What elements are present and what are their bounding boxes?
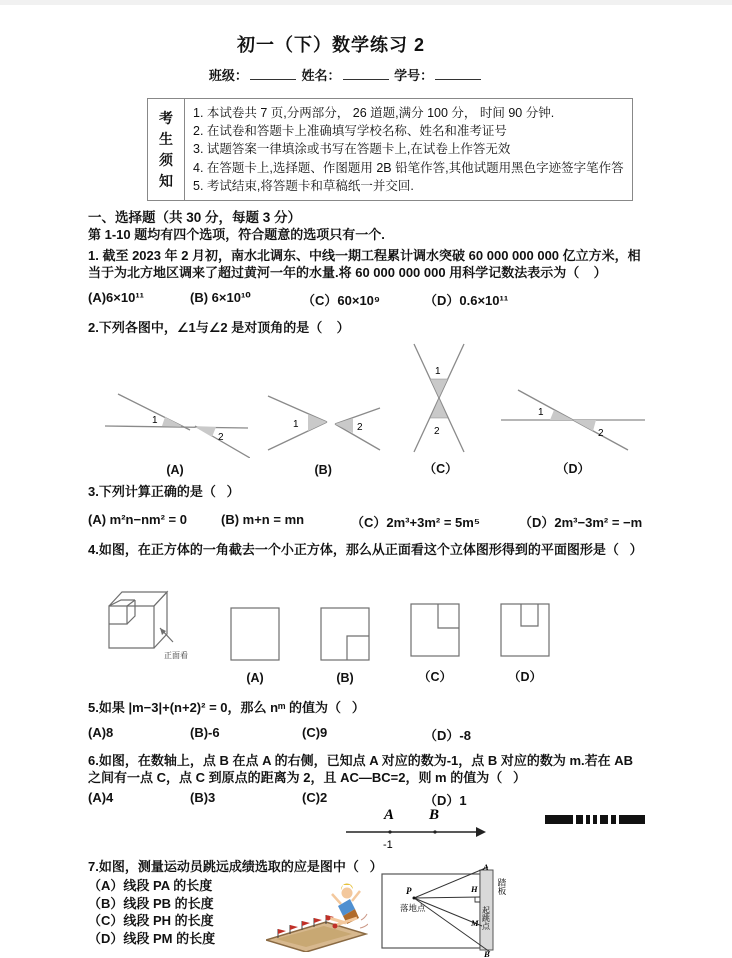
- point-b-label: B: [484, 949, 490, 958]
- option-c: (C)2: [302, 790, 328, 806]
- option-b: (B)3: [190, 790, 216, 806]
- front-view-label: 正面看: [164, 651, 188, 661]
- cutoff-watermark: [545, 815, 655, 824]
- square-figure-b: [315, 604, 375, 666]
- question-2-figures: [100, 342, 648, 477]
- option-a: (A)6×10¹¹: [88, 290, 144, 306]
- id-blank: [435, 66, 481, 80]
- right-angle-icon: [475, 897, 480, 902]
- figure-label: (B): [336, 671, 354, 686]
- point-h-label: H: [471, 884, 478, 895]
- angle-1-label: 1: [538, 407, 544, 419]
- section-note: 第 1-10 题均有四个选项，符合题意的选项只有一个.: [88, 227, 385, 243]
- option-c: （C）线段 PH 的长度: [88, 913, 214, 929]
- student-info-line: [0, 65, 692, 84]
- q2-figure-a: [100, 382, 250, 477]
- question-7-options: [88, 877, 648, 947]
- figure-label: (A): [166, 463, 184, 478]
- exam-content: [88, 209, 648, 956]
- question-1-options: [88, 290, 648, 309]
- notice-side-char: 知: [159, 173, 173, 190]
- angle-figure-c: [406, 342, 476, 454]
- figure-label: （C）: [417, 670, 453, 685]
- notice-side-char: 考: [159, 109, 173, 126]
- angle-1-label: 1: [434, 366, 441, 378]
- option-a: (A) m²n−nm² = 0: [88, 512, 187, 528]
- option-b: (B)-6: [190, 725, 220, 741]
- q4-option-a: [224, 604, 286, 685]
- q4-option-c: [404, 600, 466, 685]
- question-4-figures: [92, 578, 648, 685]
- option-d: （D）2m³−3m² = −m: [519, 515, 643, 531]
- board-label: 踏板: [497, 878, 507, 896]
- takeoff-point-label: 起跳点: [481, 906, 491, 931]
- jumper-figure: [326, 883, 369, 928]
- figure-label: （D）: [507, 670, 543, 685]
- jump-measure-diagram: [378, 864, 528, 958]
- option-a: (A)8: [88, 725, 114, 741]
- square-figure-d: [495, 600, 555, 662]
- exam-page: [0, 5, 732, 958]
- notice-side-char: 生: [159, 130, 173, 147]
- class-label: 班级：: [208, 68, 248, 83]
- landing-point-label: 落地点: [400, 903, 426, 914]
- notice-item: 3. 试题答案一律填涂或书写在答题卡上,在试卷上作答无效: [193, 142, 511, 157]
- question-6-text: 6.如图，在数轴上，点 B 在点 A 的右侧，已知点 A 对应的数为-1，点 B 对应的数为 m.若在 AB 之间有一点 C，点 C 到原点的距离为 2，且 AC—BC=2，则 m 的值为（ ）: [88, 753, 634, 786]
- question-5-options: [88, 725, 648, 744]
- angle-2-label: 2: [218, 432, 224, 444]
- square-figure-a: [225, 604, 285, 666]
- option-a: (A)4: [88, 790, 114, 806]
- name-blank: [343, 66, 389, 80]
- option-d: （D）1: [424, 793, 467, 809]
- option-b: （B）线段 PB 的长度: [88, 895, 214, 911]
- point-m-label: M: [471, 918, 479, 929]
- notice-side-char: 须: [159, 152, 173, 169]
- notice-side-label: [148, 99, 185, 200]
- angle-figure-b: [263, 382, 383, 458]
- option-b: (B) 6×10¹⁰: [190, 290, 251, 306]
- option-d: （D）线段 PM 的长度: [88, 930, 216, 946]
- square-figure-c: [405, 600, 465, 662]
- option-d: （D）-8: [424, 728, 471, 744]
- q4-option-d: [494, 600, 556, 685]
- question-5-text: 5.如果 |m−3|+(n+2)² = 0，那么 nᵐ 的值为（ ）: [88, 700, 365, 716]
- q4-solid-figure: [92, 578, 196, 685]
- option-a: （A）线段 PA 的长度: [88, 878, 213, 894]
- figure-label: (A): [246, 671, 264, 686]
- option-b: (B) m+n = mn: [221, 512, 305, 528]
- angle-figure-d: [498, 382, 648, 454]
- q2-figure-d: [498, 382, 648, 477]
- option-d: （D）0.6×10¹¹: [424, 293, 509, 309]
- question-1-text: 1. 截至 2023 年 2 月初，南水北调东、中线一期工程累计调水突破 60 000 000 000 亿立方米，相当于为北方地区调来了超过黄河一年的水量.将 60 000 000 000 用科学记数法表示为（ ）: [88, 248, 641, 281]
- notice-item: 1. 本试卷共 7 页,分两部分， 26 道题,满分 100 分， 时间 90 分钟.: [193, 106, 555, 120]
- point-a-label: A: [483, 864, 489, 873]
- candidate-notice-box: [147, 98, 633, 201]
- notice-item: 5. 考试结束,将答题卡和草稿纸一并交回.: [193, 178, 414, 193]
- cut-cube-figure: [94, 578, 194, 666]
- q4-option-b: [314, 604, 376, 685]
- tick-label: -1: [383, 839, 393, 852]
- class-blank: [250, 66, 296, 80]
- question-7-text: 7.如图，测量运动员跳远成绩选取的应是图中（ ）: [88, 859, 383, 875]
- name-label: 姓名：: [301, 68, 341, 83]
- point-p-label: P: [406, 886, 412, 897]
- question-2-text: 2.下列各图中，∠1与∠2 是对顶角的是（ ）: [88, 320, 350, 336]
- point-a-label: A: [384, 807, 395, 824]
- option-c: （C）60×10⁹: [302, 293, 381, 309]
- angle-1-label: 1: [152, 415, 158, 427]
- question-4-text: 4.如图，在正方体的一角截去一个小正方体，那么从正面看这个立体图形得到的平面图形是（ ）: [88, 542, 643, 558]
- question-7-block: [88, 858, 648, 956]
- notice-item: 4. 在答题卡上,选择题、作图题用 2B 铅笔作答,其他试题用黑色字迹签字笔作答: [193, 160, 624, 175]
- q2-figure-b: [263, 382, 383, 477]
- option-c: (C)9: [302, 725, 328, 741]
- notice-items: [185, 99, 632, 200]
- arrow-icon: [476, 827, 486, 837]
- notice-item: 2. 在试卷和答题卡上准确填写学校名称、姓名和准考证号: [193, 124, 507, 139]
- angle-2-label: 2: [598, 428, 604, 440]
- question-3-text: 3.下列计算正确的是（ ）: [88, 484, 240, 500]
- id-label: 学号：: [394, 68, 434, 83]
- figure-label: (B): [314, 463, 332, 478]
- angle-1-label: 1: [293, 419, 299, 431]
- figure-label: （C）: [423, 462, 458, 477]
- angle-figure-a: [100, 382, 250, 458]
- angle-2-label: 2: [357, 422, 363, 434]
- option-c: （C）2m³+3m² = 5m⁵: [351, 515, 480, 531]
- page-title: 初一（下）数学练习 2: [236, 35, 425, 55]
- figure-label: （D）: [555, 462, 591, 477]
- point-b-label: B: [429, 807, 440, 824]
- question-3-options: [88, 512, 648, 531]
- long-jumper-cartoon: [266, 880, 368, 952]
- section-heading: 一、选择题（共 30 分，每题 3 分）: [88, 210, 302, 226]
- number-line-figure: [338, 804, 498, 852]
- angle-2-label: 2: [433, 426, 440, 438]
- q2-figure-c: [406, 342, 476, 477]
